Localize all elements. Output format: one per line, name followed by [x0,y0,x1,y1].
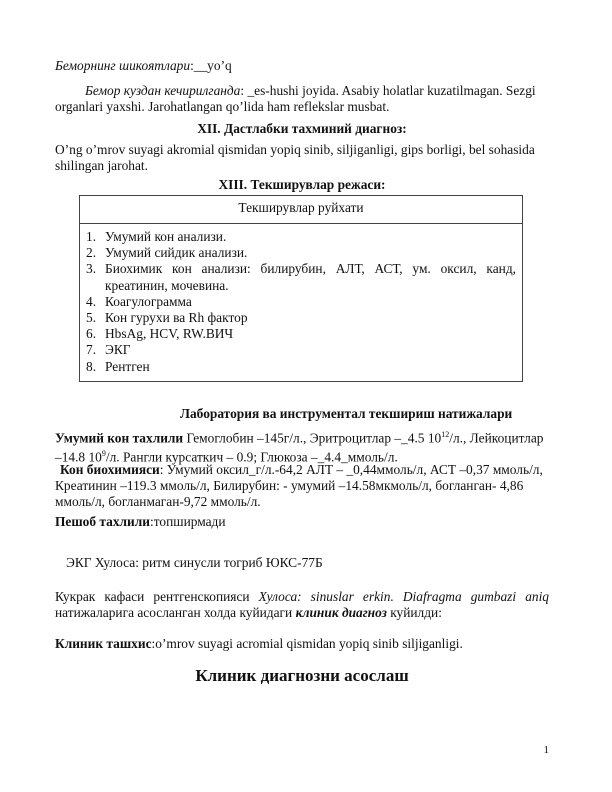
examination-item-number: 2. [86,245,97,261]
examination-item [86,342,516,358]
examination-item [86,326,516,342]
clinical-diagnosis-paragraph [55,636,549,652]
examination-item [86,359,516,375]
urine-paragraph [55,514,549,530]
bio-label: Кон биохимияси [60,462,160,477]
examination-plan-table [79,195,523,382]
urine-text: :топширмади [150,514,226,529]
cbc-sup-b: 9 [101,449,106,459]
examination-item-text: Биохимик кон анализи: билирубин, АЛТ, АСТ, ум. оксил, канд, креатинин, мочевина. [105,261,516,293]
examination-item-number: 5. [86,310,97,326]
section12-text: O’ng o’mrov suyagi akromial qismidan yopiq sinib, siljiganligi, gips borligi, bel sohasida shilingan jarohat. [55,142,535,173]
cbc-text-a: Гемоглобин –145г/л., Эритроцитлар –_4.5 10 [183,430,442,446]
complaints-paragraph [55,58,549,74]
examination-list [80,224,522,375]
examination-item-number: 6. [86,326,97,342]
section13-title: XIII. Текширувлар режаси: [218,177,386,192]
examination-item [86,294,516,310]
examination-item-text: Коагулограмма [105,293,192,309]
examination-item-text: Умумий сийдик анализи. [105,245,248,261]
cbc-paragraph [55,427,549,466]
xray-paragraph [55,589,549,621]
examination-item [86,261,516,293]
complaints-label: Беморнинг шикоятлари [55,58,191,73]
xray-conclusion: Хулоса: sinuslar erkin. Diafragma gumbazi aniq [258,589,550,604]
admission-label: Бемор куздан кечирилганда [85,83,241,98]
section12-title: XII. Дастлабки тахминий диагноз: [197,121,407,136]
ecg-paragraph: ЭКГ Хулоса: ритм синусли тогриб ЮКС-77Б [66,555,323,570]
lab-title: Лаборатория ва инструментал текшириш натижалари [180,406,513,421]
clinical-label: Клиник ташхис [55,636,152,651]
examination-item [86,229,516,245]
bio-text: : Умумий оксил_г/л.-64,2 АЛТ – _0,44ммоль/л, АСТ –0,37 ммоль/л, Креатинин –119.3 ммоль/л, Билирубин: - умумий –14.58мкмоль/л, богланган- 4,86 ммоль/л, богланмаган-9,72 ммоль/л. [55,462,543,509]
examination-item-text: HbsAg, HCV, RW.ВИЧ [105,326,234,342]
clinical-text: :o’mrov suyagi acromial qismidan yopiq sinib siljiganligi. [151,636,463,651]
cbc-text-b: /л., Лейкоцитлар –14.8 10 [55,430,544,465]
admission-paragraph [55,83,549,115]
urine-label: Пешоб тахлили [55,514,150,529]
page-number: 1 [543,744,549,756]
examination-item-number: 7. [86,342,97,358]
complaints-value: :__yo’q [190,58,232,73]
examination-item-text: ЭКГ [105,342,131,358]
examination-item-text: Кон гурухи ва Rh фактор [105,310,248,326]
examination-item-number: 8. [86,358,97,374]
examination-item-text: Умумий кон анализи. [105,229,227,244]
examination-item-number: 1. [86,229,97,244]
cbc-label: Умумий кон тахлили [55,430,184,446]
cbc-sup-a: 12 [441,430,450,439]
examination-item-number: 3. [86,261,97,277]
cbc-text-c: /л. Рангли курсаткич – 0.9; Глюкоза –_4.4_ммоль/л. [105,449,398,465]
examination-item-number: 4. [86,293,97,309]
xray-text-b: натижаларига асосланган холда куйидаги [55,605,296,620]
examination-item-text: Рентген [105,358,150,374]
examination-item [86,245,516,261]
biochemistry-paragraph [55,462,549,510]
admission-value: : _es-hushi joyida. Asabiy holatlar kuzatilmagan. Sezgi organlari yaxshi. Jarohatlangan qo’lida ham reflekslar musbat. [55,83,536,114]
xray-bold: клиник диагноз [295,605,387,620]
examination-item [86,310,516,326]
xray-text-a: Кукрак кафаси рентгенскопияси [55,589,259,604]
table-header: Текширувлар руйхати [80,196,522,224]
xray-text-c: куйилди: [386,605,442,620]
clinical-justification-heading: Клиник диагнозни асослаш [195,666,409,685]
